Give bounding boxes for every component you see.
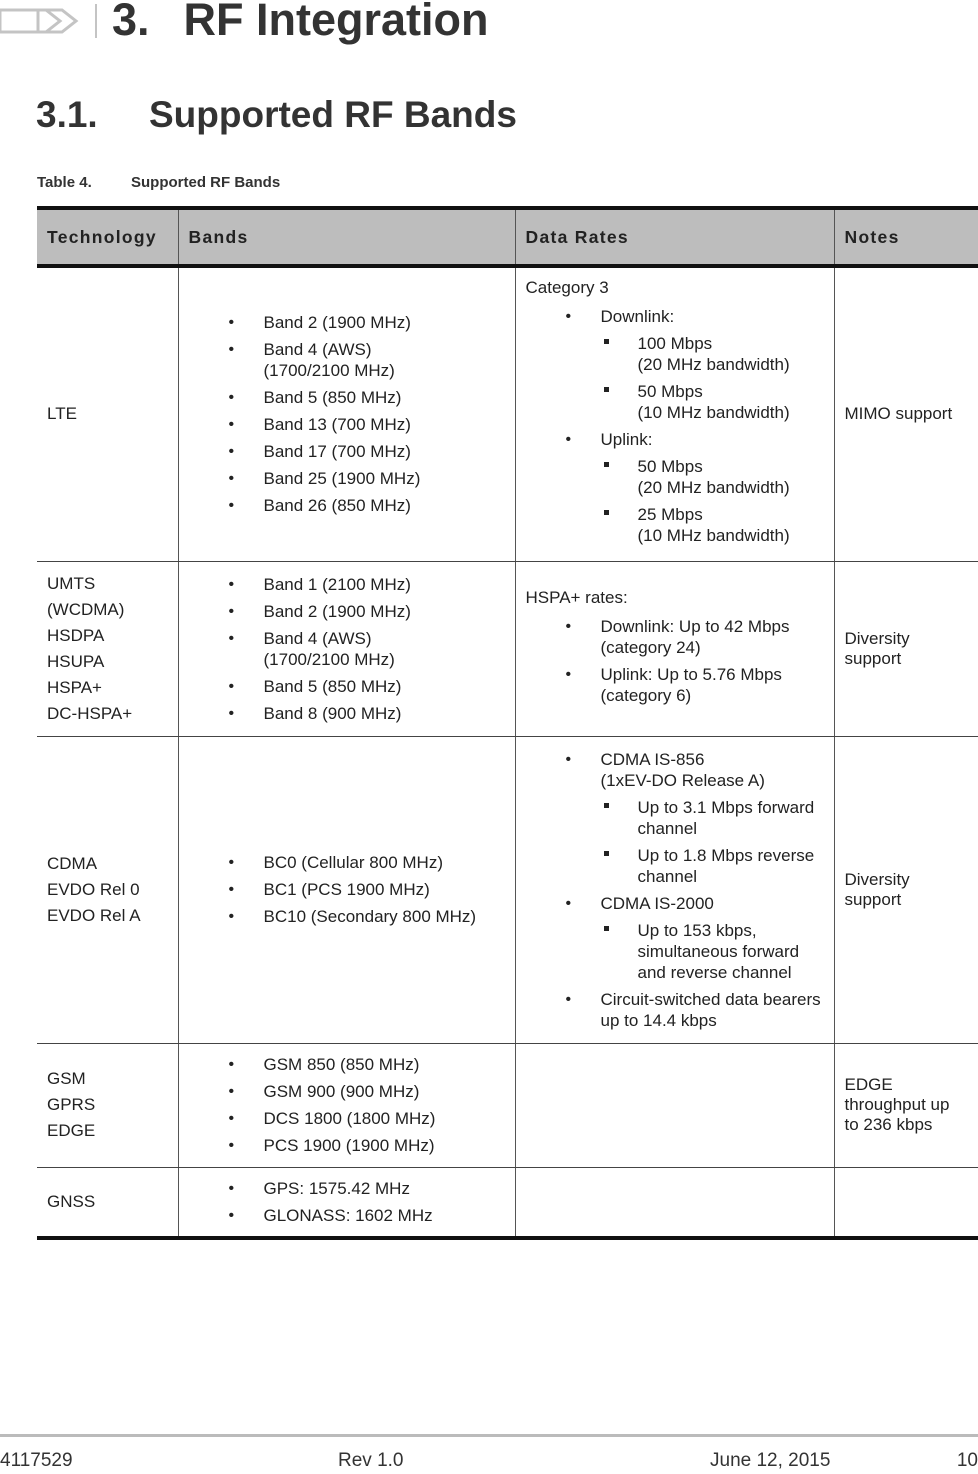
chapter-number: 3.	[112, 0, 150, 45]
technology-name: HSPA+	[47, 677, 102, 697]
band-item: • GSM 850 (850 MHz)	[189, 1054, 505, 1075]
band-item: • GLONASS: 1602 MHz	[189, 1205, 505, 1226]
technology-name: UMTS (WCDMA)	[47, 573, 125, 619]
column-header-notes: Notes	[834, 208, 978, 266]
bands-cell	[178, 561, 515, 736]
bands-list	[189, 852, 505, 927]
bands-list	[189, 1054, 505, 1156]
page-footer	[0, 1450, 978, 1474]
table-row	[37, 1167, 978, 1238]
rates-intro: HSPA+ rates:	[525, 587, 628, 607]
technology-cell	[37, 1043, 178, 1167]
technology-name: CDMA	[47, 853, 98, 873]
rate-sublist	[601, 797, 824, 887]
data-rates-cell	[515, 736, 834, 1043]
band-item: • Band 1 (2100 MHz)	[189, 574, 505, 595]
technology-name: EVDO Rel 0	[47, 879, 140, 899]
band-item: • PCS 1900 (1900 MHz)	[189, 1135, 505, 1156]
rate-sublist	[601, 456, 824, 546]
rate-item	[526, 429, 824, 546]
rate-subitem: 100 Mbps (20 MHz bandwidth)	[601, 333, 824, 375]
rates-list	[526, 306, 824, 546]
rates-list	[526, 749, 824, 1031]
band-item: • Band 17 (700 MHz)	[189, 441, 505, 462]
footer-divider	[0, 1434, 978, 1437]
band-item: • BC0 (Cellular 800 MHz)	[189, 852, 505, 873]
bands-list	[189, 1178, 505, 1226]
band-item: • Band 26 (850 MHz)	[189, 495, 505, 516]
data-rates-cell	[515, 561, 834, 736]
rate-subitem: 50 Mbps (20 MHz bandwidth)	[601, 456, 824, 498]
footer-revision: Rev 1.0	[338, 1450, 404, 1471]
rate-item	[526, 664, 824, 706]
technology-name: GNSS	[47, 1191, 96, 1211]
band-item: • GSM 900 (900 MHz)	[189, 1081, 505, 1102]
band-item: • GPS: 1575.42 MHz	[189, 1178, 505, 1199]
table-row	[37, 1043, 978, 1167]
bands-cell	[178, 1167, 515, 1238]
notes-cell: EDGE throughput up to 236 kbps	[834, 1043, 978, 1167]
rate-subitem: 25 Mbps (10 MHz bandwidth)	[601, 504, 824, 546]
technology-name: HSUPA	[47, 651, 105, 671]
section-number: 3.1.	[36, 94, 98, 135]
chapter-arrow-icon	[0, 4, 100, 38]
rate-subitem: Up to 1.8 Mbps reverse channel	[601, 845, 824, 887]
rate-text: Downlink: Up to 42 Mbps (category 24)	[600, 616, 790, 657]
footer-page-number: 10	[956, 1450, 978, 1471]
notes-cell: Diversity support	[834, 736, 978, 1043]
technology-name: LTE	[47, 404, 77, 424]
band-item: • BC1 (PCS 1900 MHz)	[189, 879, 505, 900]
table-caption-title: Supported RF Bands	[131, 174, 281, 191]
column-header-data-rates: Data Rates	[515, 208, 834, 266]
technology-name: EVDO Rel A	[47, 905, 141, 925]
band-item: • Band 2 (1900 MHz)	[189, 601, 505, 622]
bands-cell	[178, 736, 515, 1043]
technology-name: HSDPA	[47, 625, 105, 645]
rate-sublist	[601, 920, 824, 983]
notes-cell: MIMO support	[834, 266, 978, 561]
data-rates-cell	[515, 1167, 834, 1238]
band-item: • Band 8 (900 MHz)	[189, 703, 505, 724]
table-number: Table 4.	[37, 174, 92, 191]
band-item: • Band 4 (AWS) (1700/2100 MHz)	[189, 628, 505, 670]
rate-text: Downlink:	[600, 307, 675, 327]
table-row	[37, 736, 978, 1043]
footer-doc-number: 4117529	[0, 1450, 73, 1471]
bands-cell	[178, 266, 515, 561]
rate-text: Uplink:	[600, 430, 653, 450]
notes-cell	[834, 1167, 978, 1238]
rates-intro: Category 3	[525, 278, 609, 298]
notes-cell: Diversity support	[834, 561, 978, 736]
chapter-title	[112, 0, 489, 46]
band-item: • Band 2 (1900 MHz)	[189, 312, 505, 333]
band-item: • Band 4 (AWS) (1700/2100 MHz)	[189, 339, 505, 381]
band-item: • Band 5 (850 MHz)	[189, 676, 505, 697]
rate-subitem: Up to 153 kbps, simultaneous forward and reverse channel	[601, 920, 824, 983]
rate-item	[526, 616, 824, 658]
data-rates-cell	[515, 1043, 834, 1167]
bands-cell	[178, 1043, 515, 1167]
section-name: Supported RF Bands	[149, 94, 517, 135]
rate-subitem: Up to 3.1 Mbps forward channel	[601, 797, 824, 839]
table-caption	[37, 174, 280, 191]
rate-text: CDMA IS-2000	[600, 893, 714, 913]
table-body	[37, 266, 978, 1238]
band-item: • Band 25 (1900 MHz)	[189, 468, 505, 489]
bands-list	[189, 574, 505, 724]
rate-item	[526, 893, 824, 983]
rf-bands-table	[37, 206, 978, 1240]
technology-name: EDGE	[47, 1121, 96, 1140]
chapter-name: RF Integration	[183, 0, 489, 45]
rate-text: Uplink: Up to 5.76 Mbps (category 6)	[600, 664, 782, 705]
section-title	[36, 92, 517, 138]
bands-list	[189, 312, 505, 516]
table-row	[37, 266, 978, 561]
technology-cell	[37, 736, 178, 1043]
column-header-bands: Bands	[178, 208, 515, 266]
rate-text: Circuit-switched data bearers up to 14.4 kbps	[600, 989, 821, 1030]
technology-cell	[37, 561, 178, 736]
technology-name: DC-HSPA+	[47, 703, 133, 723]
table-row	[37, 561, 978, 736]
rate-subitem: 50 Mbps (10 MHz bandwidth)	[601, 381, 824, 423]
column-header-technology: Technology	[37, 208, 178, 266]
band-item: • DCS 1800 (1800 MHz)	[189, 1108, 505, 1129]
technology-cell	[37, 266, 178, 561]
rate-item	[526, 749, 824, 887]
rates-list	[526, 616, 824, 706]
rate-sublist	[601, 333, 824, 423]
technology-name: GSM	[47, 1069, 86, 1088]
rate-item	[526, 989, 824, 1031]
rate-text: CDMA IS-856 (1xEV-DO Release A)	[600, 749, 765, 790]
band-item: • Band 13 (700 MHz)	[189, 414, 505, 435]
technology-name: GPRS	[47, 1095, 96, 1114]
footer-date: June 12, 2015	[710, 1450, 831, 1471]
band-item: • BC10 (Secondary 800 MHz)	[189, 906, 505, 927]
data-rates-cell	[515, 266, 834, 561]
table-header-row	[37, 208, 978, 266]
band-item: • Band 5 (850 MHz)	[189, 387, 505, 408]
technology-cell	[37, 1167, 178, 1238]
rate-item	[526, 306, 824, 423]
